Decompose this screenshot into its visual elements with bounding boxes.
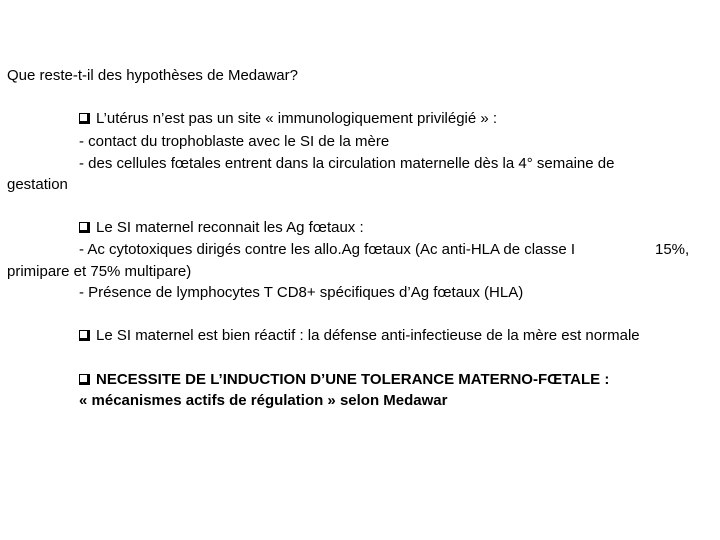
bullet-1-line-1: - contact du trophoblaste avec le SI de la mère — [79, 133, 390, 150]
bullet-4-heading: NECESSITE DE L’INDUCTION D’UNE TOLERANCE MATERNO-FŒTALE : — [96, 371, 610, 388]
bullet-4 — [79, 371, 609, 389]
bullet-1-line-3: gestation — [7, 176, 68, 193]
bullet-2-line-2: primipare et 75% multipare) — [7, 263, 192, 280]
bullet-2-line-1: - Ac cytotoxiques dirigés contre les allo.Ag fœtaux (Ac anti-HLA de classe I — [79, 241, 576, 258]
bullet-1-heading: L’utérus n’est pas un site « immunologiquement privilégié » : — [96, 110, 498, 127]
bullet-1-line-2: - des cellules fœtales entrent dans la circulation maternelle dès la 4° semaine de — [79, 155, 615, 172]
bullet-3-heading: Le SI maternel est bien réactif : la défense anti-infectieuse de la mère est normale — [96, 327, 640, 344]
bullet-4-line-1: « mécanismes actifs de régulation » selon Medawar — [79, 392, 448, 409]
bullet-2-line-3: - Présence de lymphocytes T CD8+ spécifiques d’Ag fœtaux (HLA) — [79, 284, 524, 301]
checkbox-bullet-icon — [79, 113, 90, 124]
checkbox-bullet-icon — [79, 330, 90, 341]
checkbox-bullet-icon — [79, 222, 90, 233]
bullet-2 — [79, 219, 364, 237]
bullet-2-heading: Le SI maternel reconnait les Ag fœtaux : — [96, 219, 364, 236]
page-title: Que reste-t-il des hypothèses de Medawar? — [7, 67, 298, 84]
bullet-1 — [79, 110, 497, 128]
checkbox-bullet-icon — [79, 374, 90, 385]
bullet-3 — [79, 327, 640, 345]
bullet-2-line-1-value: 15%, — [655, 241, 690, 258]
